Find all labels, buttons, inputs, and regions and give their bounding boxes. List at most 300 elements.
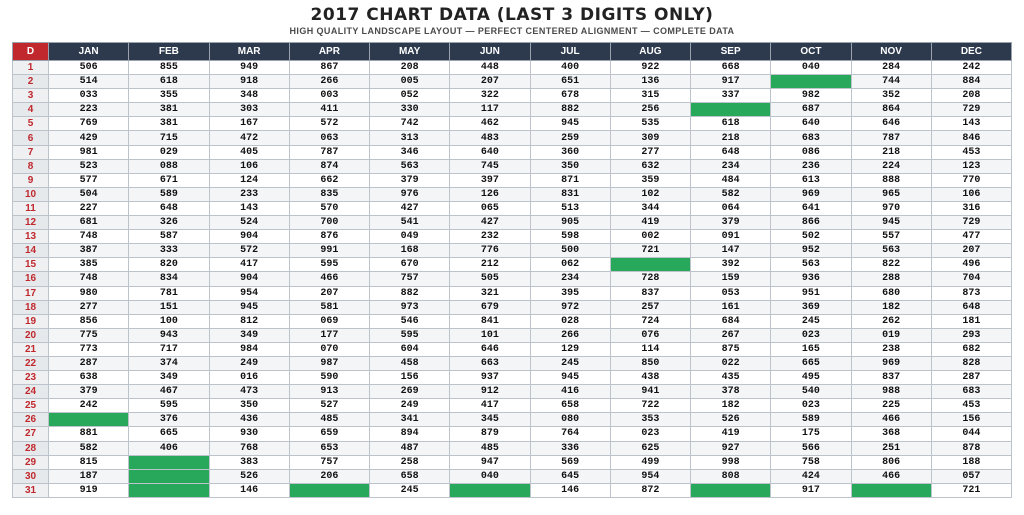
- value-cell: 236: [771, 159, 851, 173]
- value-cell: 484: [691, 173, 771, 187]
- value-cell: 040: [771, 61, 851, 75]
- value-cell: 581: [289, 300, 369, 314]
- value-cell: 117: [450, 103, 530, 117]
- value-cell: 604: [370, 342, 450, 356]
- value-cell: 822: [851, 258, 931, 272]
- table-row: [13, 201, 1012, 215]
- value-cell: 336: [530, 441, 610, 455]
- value-cell: 700: [289, 216, 369, 230]
- value-cell: 065: [450, 201, 530, 215]
- value-cell: 080: [530, 413, 610, 427]
- month-header-dec: DEC: [931, 43, 1011, 61]
- value-cell: 167: [209, 117, 289, 131]
- value-cell: 381: [129, 103, 209, 117]
- value-cell: 984: [209, 342, 289, 356]
- empty-cell: [851, 483, 931, 497]
- table-row: [13, 356, 1012, 370]
- value-cell: 064: [691, 201, 771, 215]
- value-cell: 453: [931, 399, 1011, 413]
- empty-cell: [129, 483, 209, 497]
- value-cell: 245: [771, 314, 851, 328]
- value-cell: 526: [691, 413, 771, 427]
- value-cell: 681: [49, 216, 129, 230]
- value-cell: 207: [931, 244, 1011, 258]
- month-header-oct: OCT: [771, 43, 851, 61]
- value-cell: 233: [209, 187, 289, 201]
- value-cell: 337: [691, 89, 771, 103]
- value-cell: 506: [49, 61, 129, 75]
- value-cell: 416: [530, 385, 610, 399]
- day-number: 3: [13, 89, 49, 103]
- value-cell: 835: [289, 187, 369, 201]
- value-cell: 466: [851, 469, 931, 483]
- value-cell: 349: [209, 328, 289, 342]
- value-cell: 101: [450, 328, 530, 342]
- value-cell: 837: [610, 286, 690, 300]
- value-cell: 841: [450, 314, 530, 328]
- value-cell: 776: [450, 244, 530, 258]
- day-column-header: D: [13, 43, 49, 61]
- value-cell: 781: [129, 286, 209, 300]
- value-cell: 258: [370, 455, 450, 469]
- value-cell: 161: [691, 300, 771, 314]
- value-cell: 495: [771, 371, 851, 385]
- value-cell: 259: [530, 131, 610, 145]
- value-cell: 524: [209, 216, 289, 230]
- value-cell: 566: [771, 441, 851, 455]
- value-cell: 023: [771, 328, 851, 342]
- value-cell: 828: [931, 356, 1011, 370]
- value-cell: 618: [129, 75, 209, 89]
- value-cell: 345: [450, 413, 530, 427]
- value-cell: 965: [851, 187, 931, 201]
- table-body: [13, 61, 1012, 498]
- value-cell: 277: [49, 300, 129, 314]
- month-header-jul: JUL: [530, 43, 610, 61]
- day-number: 9: [13, 173, 49, 187]
- value-cell: 350: [530, 159, 610, 173]
- day-number: 21: [13, 342, 49, 356]
- value-cell: 988: [851, 385, 931, 399]
- value-cell: 894: [370, 427, 450, 441]
- month-header-feb: FEB: [129, 43, 209, 61]
- value-cell: 541: [370, 216, 450, 230]
- table-row: [13, 173, 1012, 187]
- table-row: [13, 413, 1012, 427]
- value-cell: 146: [209, 483, 289, 497]
- value-cell: 856: [49, 314, 129, 328]
- value-cell: 315: [610, 89, 690, 103]
- value-cell: 569: [530, 455, 610, 469]
- value-cell: 251: [851, 441, 931, 455]
- table-row: [13, 427, 1012, 441]
- value-cell: 458: [370, 356, 450, 370]
- value-cell: 146: [530, 483, 610, 497]
- day-number: 26: [13, 413, 49, 427]
- value-cell: 234: [530, 272, 610, 286]
- value-cell: 587: [129, 230, 209, 244]
- table-row: [13, 230, 1012, 244]
- value-cell: 124: [209, 173, 289, 187]
- value-cell: 595: [370, 328, 450, 342]
- day-number: 29: [13, 455, 49, 469]
- value-cell: 670: [370, 258, 450, 272]
- value-cell: 598: [530, 230, 610, 244]
- value-cell: 016: [209, 371, 289, 385]
- value-cell: 022: [691, 356, 771, 370]
- value-cell: 729: [931, 216, 1011, 230]
- value-cell: 684: [691, 314, 771, 328]
- table-row: [13, 131, 1012, 145]
- table-row: [13, 103, 1012, 117]
- value-cell: 936: [771, 272, 851, 286]
- value-cell: 023: [610, 427, 690, 441]
- value-cell: 577: [49, 173, 129, 187]
- value-cell: 330: [370, 103, 450, 117]
- day-number: 5: [13, 117, 49, 131]
- value-cell: 353: [610, 413, 690, 427]
- value-cell: 023: [771, 399, 851, 413]
- value-cell: 019: [851, 328, 931, 342]
- value-cell: 477: [931, 230, 1011, 244]
- value-cell: 945: [851, 216, 931, 230]
- value-cell: 748: [49, 230, 129, 244]
- value-cell: 613: [771, 173, 851, 187]
- value-cell: 668: [691, 61, 771, 75]
- value-cell: 866: [771, 216, 851, 230]
- value-cell: 775: [49, 328, 129, 342]
- value-cell: 987: [289, 356, 369, 370]
- value-cell: 028: [530, 314, 610, 328]
- value-cell: 919: [49, 483, 129, 497]
- value-cell: 683: [931, 385, 1011, 399]
- day-number: 18: [13, 300, 49, 314]
- value-cell: 882: [370, 286, 450, 300]
- value-cell: 595: [289, 258, 369, 272]
- value-cell: 758: [771, 455, 851, 469]
- day-number: 1: [13, 61, 49, 75]
- value-cell: 397: [450, 173, 530, 187]
- value-cell: 316: [931, 201, 1011, 215]
- value-cell: 648: [691, 145, 771, 159]
- value-cell: 757: [289, 455, 369, 469]
- header-row: [13, 43, 1012, 61]
- value-cell: 266: [530, 328, 610, 342]
- value-cell: 368: [851, 427, 931, 441]
- value-cell: 003: [289, 89, 369, 103]
- value-cell: 159: [691, 272, 771, 286]
- value-cell: 218: [851, 145, 931, 159]
- value-cell: 976: [370, 187, 450, 201]
- value-cell: 658: [530, 399, 610, 413]
- value-cell: 665: [771, 356, 851, 370]
- table-row: [13, 145, 1012, 159]
- empty-cell: [450, 483, 530, 497]
- value-cell: 648: [129, 201, 209, 215]
- value-cell: 618: [691, 117, 771, 131]
- day-number: 24: [13, 385, 49, 399]
- value-cell: 483: [450, 131, 530, 145]
- value-cell: 679: [450, 300, 530, 314]
- value-cell: 546: [370, 314, 450, 328]
- value-cell: 369: [771, 300, 851, 314]
- value-cell: 182: [851, 300, 931, 314]
- table-row: [13, 300, 1012, 314]
- value-cell: 646: [851, 117, 931, 131]
- value-cell: 466: [851, 413, 931, 427]
- value-cell: 168: [370, 244, 450, 258]
- value-cell: 640: [450, 145, 530, 159]
- chart-subtitle: HIGH QUALITY LANDSCAPE LAYOUT — PERFECT CENTERED ALIGNMENT — COMPLETE DATA: [289, 26, 735, 36]
- value-cell: 808: [691, 469, 771, 483]
- value-cell: 502: [771, 230, 851, 244]
- table-row: [13, 441, 1012, 455]
- value-cell: 742: [370, 117, 450, 131]
- value-cell: 182: [691, 399, 771, 413]
- value-cell: 086: [771, 145, 851, 159]
- value-cell: 970: [851, 201, 931, 215]
- value-cell: 256: [610, 103, 690, 117]
- value-cell: 395: [530, 286, 610, 300]
- table-row: [13, 159, 1012, 173]
- value-cell: 069: [289, 314, 369, 328]
- value-cell: 665: [129, 427, 209, 441]
- value-cell: 945: [209, 300, 289, 314]
- month-header-sep: SEP: [691, 43, 771, 61]
- value-cell: 540: [771, 385, 851, 399]
- value-cell: 473: [209, 385, 289, 399]
- value-cell: 954: [209, 286, 289, 300]
- empty-cell: [691, 483, 771, 497]
- value-cell: 288: [851, 272, 931, 286]
- value-cell: 344: [610, 201, 690, 215]
- value-cell: 076: [610, 328, 690, 342]
- value-cell: 057: [931, 469, 1011, 483]
- value-cell: 625: [610, 441, 690, 455]
- value-cell: 206: [289, 469, 369, 483]
- value-cell: 662: [289, 173, 369, 187]
- value-cell: 212: [450, 258, 530, 272]
- value-cell: 646: [450, 342, 530, 356]
- value-cell: 980: [49, 286, 129, 300]
- month-header-nov: NOV: [851, 43, 931, 61]
- value-cell: 277: [610, 145, 690, 159]
- value-cell: 143: [931, 117, 1011, 131]
- value-cell: 879: [450, 427, 530, 441]
- value-cell: 941: [610, 385, 690, 399]
- value-cell: 913: [289, 385, 369, 399]
- table-row: [13, 117, 1012, 131]
- value-cell: 181: [931, 314, 1011, 328]
- value-cell: 378: [691, 385, 771, 399]
- value-cell: 487: [370, 441, 450, 455]
- value-cell: 972: [530, 300, 610, 314]
- value-cell: 245: [370, 483, 450, 497]
- value-cell: 485: [289, 413, 369, 427]
- table-row: [13, 75, 1012, 89]
- value-cell: 143: [209, 201, 289, 215]
- value-cell: 165: [771, 342, 851, 356]
- value-cell: 500: [530, 244, 610, 258]
- value-cell: 350: [209, 399, 289, 413]
- value-cell: 436: [209, 413, 289, 427]
- value-cell: 349: [129, 371, 209, 385]
- value-cell: 453: [931, 145, 1011, 159]
- value-cell: 687: [771, 103, 851, 117]
- table-row: [13, 385, 1012, 399]
- value-cell: 293: [931, 328, 1011, 342]
- value-cell: 969: [771, 187, 851, 201]
- table-row: [13, 483, 1012, 497]
- value-cell: 208: [370, 61, 450, 75]
- value-cell: 063: [289, 131, 369, 145]
- table-row: [13, 328, 1012, 342]
- value-cell: 002: [610, 230, 690, 244]
- value-cell: 419: [610, 216, 690, 230]
- day-number: 22: [13, 356, 49, 370]
- table-row: [13, 258, 1012, 272]
- value-cell: 303: [209, 103, 289, 117]
- day-number: 6: [13, 131, 49, 145]
- value-cell: 417: [450, 399, 530, 413]
- value-cell: 424: [771, 469, 851, 483]
- value-cell: 383: [209, 455, 289, 469]
- value-cell: 523: [49, 159, 129, 173]
- day-number: 11: [13, 201, 49, 215]
- value-cell: 641: [771, 201, 851, 215]
- value-cell: 640: [771, 117, 851, 131]
- value-cell: 245: [530, 356, 610, 370]
- value-cell: 645: [530, 469, 610, 483]
- value-cell: 875: [691, 342, 771, 356]
- value-cell: 680: [851, 286, 931, 300]
- value-cell: 379: [691, 216, 771, 230]
- month-header-mar: MAR: [209, 43, 289, 61]
- value-cell: 981: [49, 145, 129, 159]
- value-cell: 496: [931, 258, 1011, 272]
- table-row: [13, 61, 1012, 75]
- value-cell: 333: [129, 244, 209, 258]
- month-header-aug: AUG: [610, 43, 690, 61]
- value-cell: 499: [610, 455, 690, 469]
- value-cell: 589: [771, 413, 851, 427]
- value-cell: 582: [49, 441, 129, 455]
- value-cell: 659: [289, 427, 369, 441]
- value-cell: 114: [610, 342, 690, 356]
- value-cell: 376: [129, 413, 209, 427]
- value-cell: 448: [450, 61, 530, 75]
- value-cell: 070: [289, 342, 369, 356]
- value-cell: 632: [610, 159, 690, 173]
- month-header-apr: APR: [289, 43, 369, 61]
- value-cell: 129: [530, 342, 610, 356]
- value-cell: 812: [209, 314, 289, 328]
- table-row: [13, 89, 1012, 103]
- value-cell: 346: [370, 145, 450, 159]
- table-row: [13, 216, 1012, 230]
- value-cell: 284: [851, 61, 931, 75]
- value-cell: 949: [209, 61, 289, 75]
- value-cell: 951: [771, 286, 851, 300]
- day-number: 12: [13, 216, 49, 230]
- day-number: 10: [13, 187, 49, 201]
- value-cell: 874: [289, 159, 369, 173]
- value-cell: 187: [49, 469, 129, 483]
- chart-title: 2017 CHART DATA (LAST 3 DIGITS ONLY): [310, 5, 714, 25]
- value-cell: 745: [450, 159, 530, 173]
- value-cell: 267: [691, 328, 771, 342]
- value-cell: 563: [851, 244, 931, 258]
- day-number: 4: [13, 103, 49, 117]
- value-cell: 269: [370, 385, 450, 399]
- value-cell: 049: [370, 230, 450, 244]
- value-cell: 257: [610, 300, 690, 314]
- table-row: [13, 371, 1012, 385]
- value-cell: 815: [49, 455, 129, 469]
- value-cell: 905: [530, 216, 610, 230]
- value-cell: 787: [851, 131, 931, 145]
- value-cell: 831: [530, 187, 610, 201]
- value-cell: 572: [209, 244, 289, 258]
- value-cell: 717: [129, 342, 209, 356]
- value-cell: 429: [49, 131, 129, 145]
- day-number: 17: [13, 286, 49, 300]
- value-cell: 052: [370, 89, 450, 103]
- table-row: [13, 469, 1012, 483]
- month-header-may: MAY: [370, 43, 450, 61]
- value-cell: 947: [450, 455, 530, 469]
- value-cell: 882: [530, 103, 610, 117]
- value-cell: 438: [610, 371, 690, 385]
- value-cell: 005: [370, 75, 450, 89]
- value-cell: 535: [610, 117, 690, 131]
- value-cell: 969: [851, 356, 931, 370]
- value-cell: 406: [129, 441, 209, 455]
- value-cell: 563: [370, 159, 450, 173]
- value-cell: 419: [691, 427, 771, 441]
- value-cell: 884: [931, 75, 1011, 89]
- value-cell: 922: [610, 61, 690, 75]
- value-cell: 467: [129, 385, 209, 399]
- value-cell: 722: [610, 399, 690, 413]
- value-cell: 912: [450, 385, 530, 399]
- value-cell: 834: [129, 272, 209, 286]
- value-cell: 485: [450, 441, 530, 455]
- value-cell: 563: [771, 258, 851, 272]
- value-cell: 770: [931, 173, 1011, 187]
- value-cell: 653: [289, 441, 369, 455]
- value-cell: 348: [209, 89, 289, 103]
- value-cell: 427: [370, 201, 450, 215]
- value-cell: 526: [209, 469, 289, 483]
- value-cell: 029: [129, 145, 209, 159]
- empty-cell: [129, 455, 209, 469]
- value-cell: 982: [771, 89, 851, 103]
- value-cell: 156: [370, 371, 450, 385]
- value-cell: 341: [370, 413, 450, 427]
- value-cell: 937: [450, 371, 530, 385]
- day-number: 13: [13, 230, 49, 244]
- value-cell: 764: [530, 427, 610, 441]
- value-cell: 728: [610, 272, 690, 286]
- value-cell: 504: [49, 187, 129, 201]
- value-cell: 671: [129, 173, 209, 187]
- value-cell: 177: [289, 328, 369, 342]
- value-cell: 234: [691, 159, 771, 173]
- value-cell: 040: [450, 469, 530, 483]
- value-cell: 638: [49, 371, 129, 385]
- value-cell: 683: [771, 131, 851, 145]
